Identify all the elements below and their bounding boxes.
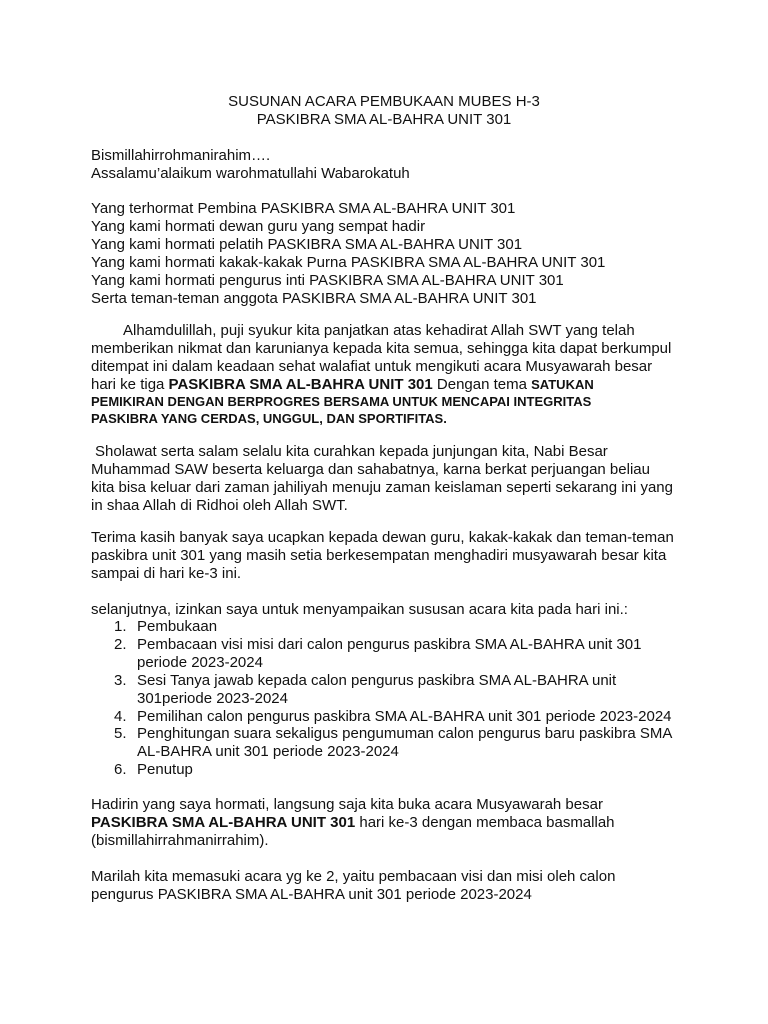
theme-text: PASKIBRA YANG CERDAS, UNGGUL, DAN SPORTIFITAS. (91, 411, 447, 426)
para2-line: kita bisa keluar dari zaman jahiliyah menuju zaman keislaman seperti sekarang ini yang (91, 479, 673, 496)
para4-text: hari ke-3 dengan membaca basmallah (355, 814, 615, 831)
list-item: Sesi Tanya jawab kepada calon pengurus paskibra SMA AL-BAHRA unit (137, 672, 617, 689)
para1-text: Dengan tema (432, 376, 532, 393)
list-number: 4. (114, 708, 127, 725)
para1-line-theme-start (91, 376, 594, 394)
list-item-continuation: 301periode 2023-2024 (137, 690, 288, 707)
para3-line: Terima kasih banyak saya ucapkan kepada dewan guru, kakak-kakak dan teman-teman (91, 529, 674, 546)
org-name-bold: PASKIBRA SMA AL-BAHRA UNIT 301 (168, 376, 433, 393)
para1-text: hari ke tiga (91, 376, 169, 393)
org-name-bold: PASKIBRA SMA AL-BAHRA UNIT 301 (91, 814, 356, 831)
list-intro: selanjutnya, izinkan saya untuk menyampaikan sususan acara kita pada hari ini.: (91, 601, 628, 618)
list-item: Penutup (137, 761, 193, 778)
para1-line: memberikan nikmat dan karunianya kepada kita semua, sehingga kita dapat berkumpul (91, 340, 672, 357)
list-item: Pembacaan visi misi dari calon pengurus paskibra SMA AL-BAHRA unit 301 (137, 636, 642, 653)
theme-text: PEMIKIRAN DENGAN BERPROGRES BERSAMA UNTUK MENCAPAI INTEGRITAS (91, 394, 592, 409)
para4-line: (bismillahirrahmanirrahim). (91, 832, 269, 849)
para2-line: in shaa Allah di Ridhoi oleh Allah SWT. (91, 497, 348, 514)
para4-line (91, 814, 615, 832)
list-number: 3. (114, 672, 127, 689)
greeting-line: Yang kami hormati pelatih PASKIBRA SMA AL-BAHRA UNIT 301 (91, 236, 523, 253)
greeting-line: Yang kami hormati dewan guru yang sempat hadir (91, 218, 426, 235)
list-item-continuation: AL-BAHRA unit 301 periode 2023-2024 (137, 743, 399, 760)
greeting-line: Yang kami hormati kakak-kakak Purna PASKIBRA SMA AL-BAHRA UNIT 301 (91, 254, 606, 271)
para4-line: Hadirin yang saya hormati, langsung saja kita buka acara Musyawarah besar (91, 796, 603, 813)
para1-line: ditempat ini dalam keadaan sehat walafiat untuk mengikuti acara Musyawarah besar (91, 358, 653, 375)
document-title-line-1: SUSUNAN ACARA PEMBUKAAN MUBES H-3 (228, 93, 540, 110)
list-item: Pemilihan calon pengurus paskibra SMA AL-BAHRA unit 301 periode 2023-2024 (137, 708, 672, 725)
list-item: Penghitungan suara sekaligus pengumuman calon pengurus baru paskibra SMA (137, 725, 673, 742)
para3-line: paskibra unit 301 yang masih setia berkesempatan menghadiri musyawarah besar kita (91, 547, 667, 564)
greeting-line: Yang kami hormati pengurus inti PASKIBRA SMA AL-BAHRA UNIT 301 (91, 272, 564, 289)
para1-line: Alhamdulillah, puji syukur kita panjatkan atas kehadirat Allah SWT yang telah (123, 322, 635, 339)
list-number: 2. (114, 636, 127, 653)
para2-line: Muhammad SAW beserta keluarga dan sahabatnya, karna berkat perjuangan beliau (91, 461, 650, 478)
opening-salam: Assalamu’alaikum warohmatullahi Wabarokatuh (91, 165, 410, 182)
list-number: 5. (114, 725, 127, 742)
opening-basmalah: Bismillahirrohmanirahim…. (91, 147, 271, 164)
para5-line: Marilah kita memasuki acara yg ke 2, yaitu pembacaan visi dan misi oleh calon (91, 868, 616, 885)
list-item: Pembukaan (137, 618, 218, 635)
list-item-continuation: periode 2023-2024 (137, 654, 263, 671)
greeting-line: Yang terhormat Pembina PASKIBRA SMA AL-BAHRA UNIT 301 (91, 200, 516, 217)
para5-line: pengurus PASKIBRA SMA AL-BAHRA unit 301 periode 2023-2024 (91, 886, 532, 903)
theme-text: SATUKAN (531, 377, 594, 392)
greeting-line: Serta teman-teman anggota PASKIBRA SMA AL-BAHRA UNIT 301 (91, 290, 537, 307)
list-number: 6. (114, 761, 127, 778)
para2-line: Sholawat serta salam selalu kita curahkan kepada junjungan kita, Nabi Besar (95, 443, 608, 460)
list-number: 1. (114, 618, 127, 635)
para3-line: sampai di hari ke-3 ini. (91, 565, 242, 582)
document-title-line-2: PASKIBRA SMA AL-BAHRA UNIT 301 (256, 111, 512, 128)
